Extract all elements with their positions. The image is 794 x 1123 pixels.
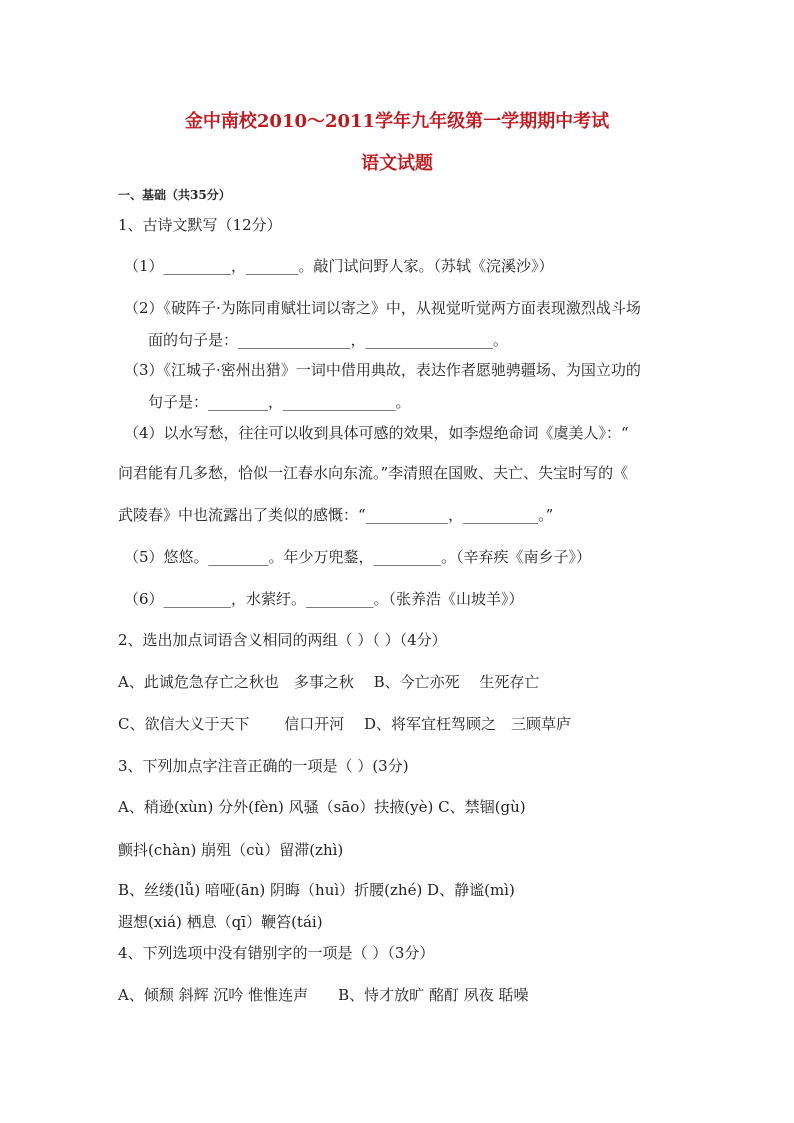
question-1-item-4: （4）以水写愁，往往可以收到具体可感的效果，如李煜绝命词《虞美人》：“ [124,424,629,442]
question-1-item-1: （1）_________，_______。敲门试问野人家。（苏轼《浣溪沙》） [124,257,554,275]
exam-title: 金中南校2010～2011学年九年级第一学期期中考试 [184,111,610,132]
question-3-option-b-cont: 遐想(xiá) 栖息（qī）鞭笞(tái) [118,913,323,931]
question-3-stem: 3、下列加点字注音正确的一项是（ ）(3分) [118,757,409,775]
section-heading: 一、基础（共35分） [118,188,231,202]
question-1-item-6: （6）_________，水萦纡。_________。（张养浩《山坡羊》） [124,590,524,608]
question-2-options-cd: C、欲信大义于天下 信口开河 D、将军宜枉驾顾之 三顾草庐 [118,715,572,733]
question-1-item-2: （2）《破阵子·为陈同甫赋壮词以寄之》中，从视觉听觉两方面表现激烈战斗场 [124,299,641,317]
exam-subtitle: 语文试题 [361,153,433,174]
question-3-option-b: B、丝缕(lǚ) 喑哑(ān) 阴晦（huì）折腰(zhé) D、静谧(mì) [118,881,515,899]
question-2-options-ab: A、此诚危急存亡之秋也 多事之秋 B、今亡亦死 生死存亡 [118,673,540,691]
question-4-options-ab: A、倾颓 斜辉 沉吟 惟惟连声 B、恃才放旷 酩酊 夙夜 聒噪 [118,986,529,1004]
question-1-item-4-cont2: 武陵春》中也流露出了类似的感慨：“___________，__________。” [118,506,554,524]
question-1-item-4-cont1: 问君能有几多愁，恰似一江春水向东流。”李清照在国败、夫亡、失宝时写的《 [118,464,629,482]
question-1-item-3-cont: 句子是：________，_______________。 [148,393,411,411]
question-1-item-3: （3）《江城子·密州出猎》一词中借用典故，表达作者愿驰骋疆场、为国立功的 [124,361,641,379]
question-1-stem: 1、古诗文默写（12分） [118,216,282,234]
question-3-option-a-cont: 颤抖(chàn) 崩殂（cù）留滞(zhì) [118,841,344,859]
question-2-stem: 2、选出加点词语含义相同的两组（ ）（ ）（4分） [118,631,447,649]
question-4-stem: 4、下列选项中没有错别字的一项是（ ）（3分） [118,944,435,962]
question-1-item-5: （5）悠悠。________。年少万兜鍪，_________。（辛弃疾《南乡子》） [124,548,592,566]
question-3-option-a: A、稍逊(xùn) 分外(fèn) 风骚（sāo）扶掖(yè) C、禁锢(gù) [118,798,526,816]
question-1-item-2-cont: 面的句子是：_______________，_________________。 [148,331,509,349]
